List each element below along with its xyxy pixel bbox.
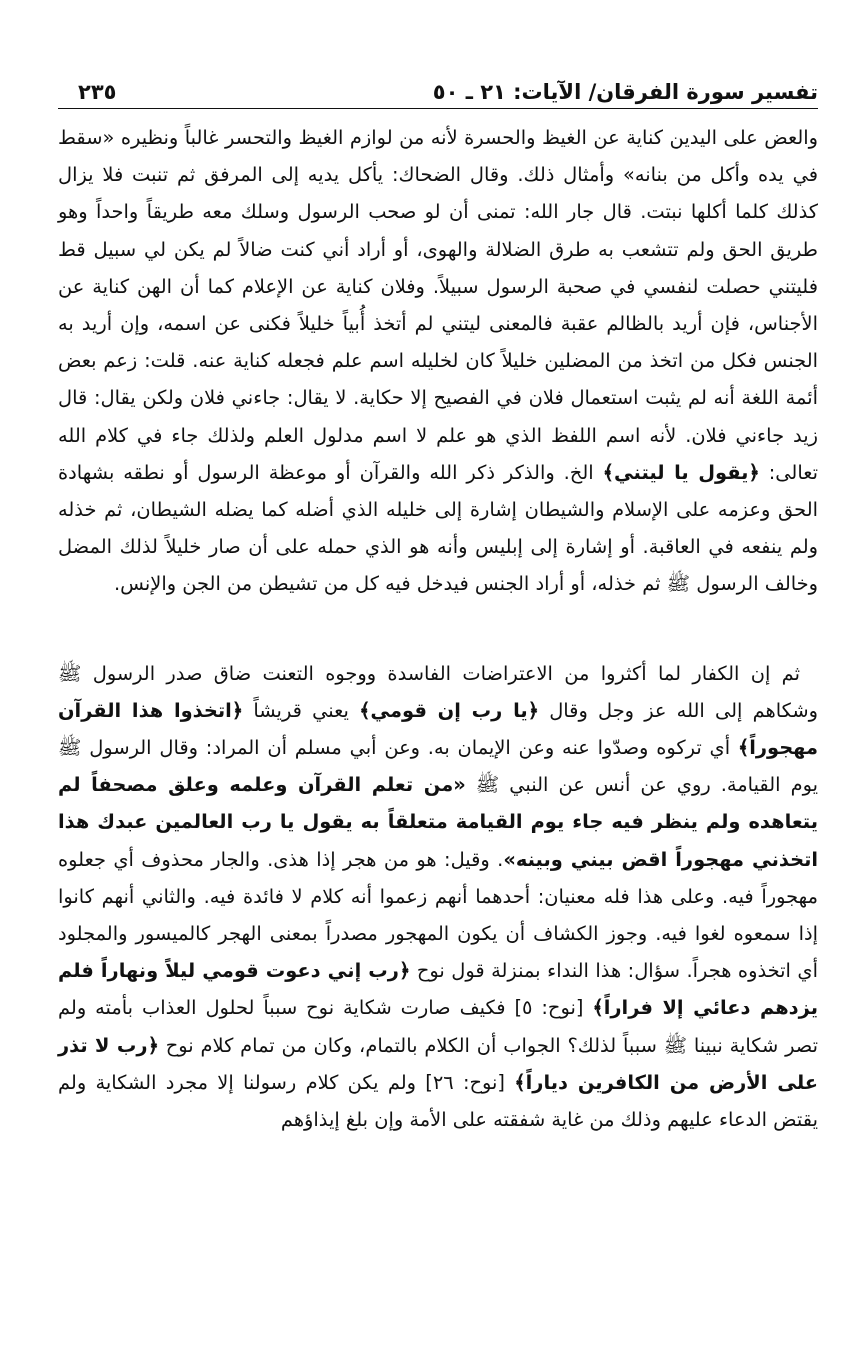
page-number: ٢٣٥ (78, 80, 117, 104)
text-segment: يعني قريشاً (243, 698, 360, 722)
quran-quote: ﴿رب لا تذر على الأرض من الكافرين دياراً﴾ (58, 1033, 819, 1094)
page-header (58, 70, 818, 109)
text-segment: الخ. والذكر ذكر الله والقرآن أو موعظة الرسول أو نطقه بشهادة الحق وعزمه على الإسلام والشيطان إشارة إلى خليله الذي أضله كما يضله الشيطان، ثم خذله ولم ينفعه في العاقبة. أو إشارة إلى إبليس وأنه هو الذي حمله على أن صار خليلاً لذلك المضل وخالف الرسول ﷺ ثم خذله، أو أراد الجنس فيدخل فيه كل من تشيطن من الجن والإنس. (58, 460, 818, 596)
quran-quote: ﴿يا رب إن قومي﴾ (359, 698, 539, 722)
paragraph-commentary-2 (58, 655, 818, 1139)
text-segment: ثم إن الكفار لما أكثروا من الاعتراضات الفاسدة ووجوه التعنت ضاق صدر الرسول ﷺ وشكاهم إلى الله عز وجل وقال (58, 661, 818, 722)
hadith-quote: «من تعلم القرآن وعلمه وعلق مصحفاً لم يتعاهده ولم ينظر فيه جاء يوم القيامة متعلقاً به يقول يا رب العالمين عبدك هذا اتخذني مهجوراً اقض بيني وبينه» (58, 773, 818, 871)
text-segment: [نوح: ٢٦] ولم يكن كلام رسولنا إلا مجرد الشكاية ولم يقتض الدعاء عليهم وذلك من غاية شفقته على الأمة وإن بلغ إيذاؤهم (58, 1070, 818, 1132)
text-segment: والعض على اليدين كناية عن الغيظ والحسرة لأنه من لوازم الغيظ والتحسر غالباً ونظيره «سقط في يده وأكل من بنانه» وأمثال ذلك. وقال الضحاك: يأكل يديه إلى المرفق ثم تنبت فلا يزال كذلك كلما أكلها نبتت. قال جار الله: تمنى أن لو صحب الرسول وسلك معه طريقاً واحداً وهو طريق الحق ولم تتشعب به طرق الضلالة والهوى، أو أراد أني كنت ضالاً لم يكن لي سبيل قط فليتني حصلت لنفسي في صحبة الرسول سبيلاً. وفلان كناية عن الإعلام كما أن الهن كناية عن الأجناس، فإن أريد بالظالم عقبة فالمعنى ليتني لم أتخذ أُبياً خليلاً فكنى عن اسمه، وإن أريد به الجنس فكل من اتخذ من المضلين خليلاً كان لخليله اسم علم فجعله كناية عنه. قلت: زعم بعض أئمة اللغة أنه لم يثبت استعمال فلان في الفصيح إلا حكاية. لا يقال: جاءني فلان ولكن يقال: قال زيد جاءني فلان. لأنه اسم اللفظ الذي هو علم لا اسم مدلول العلم ولذلك جاء في كلام الله تعالى: (58, 126, 819, 484)
text-segment: [نوح: ٥] فكيف صارت شكاية نوح سبباً لحلول العذاب بأمته ولم تصر شكاية نبينا ﷺ سبباً لذلك؟ الجواب أن الكلام بالتمام، وكان من تمام كلام نوح (58, 996, 818, 1057)
quran-quote: ﴿يقول يا ليتني﴾ (602, 460, 760, 484)
quran-quote: ﴿اتخذوا هذا القرآن مهجوراً﴾ (58, 698, 818, 760)
quran-quote: ﴿رب إني دعوت قومي ليلاً ونهاراً فلم يزدهم دعائي إلا فراراً﴾ (58, 959, 818, 1020)
running-title: تفسير سورة الفرقان/ الآيات: ٢١ ـ ٥٠ (432, 80, 818, 104)
paragraph-commentary-1 (58, 119, 818, 603)
book-page (58, 70, 818, 1360)
text-segment: أي تركوه وصدّوا عنه وعن الإيمان به. وعن أبي مسلم أن المراد: وقال الرسول ﷺ يوم القيامة. روي عن أنس عن النبي ﷺ (58, 736, 818, 797)
text-segment: . وقيل: هو من هجر إذا هذى. والجار محذوف أي جعلوه مهجوراً فيه. وعلى هذا فله معنيان: أحدهما أنهم زعموا أنه كلام لا فائدة فيه. والثاني أنهم كانوا إذا سمعوه لغوا فيه. وجوز الكشاف أن يكون المهجور مصدراً بمعنى الهجر كالميسور والمجلود أي اتخذوه هجراً. سؤال: هذا النداء بمنزلة قول نوح (58, 847, 818, 983)
